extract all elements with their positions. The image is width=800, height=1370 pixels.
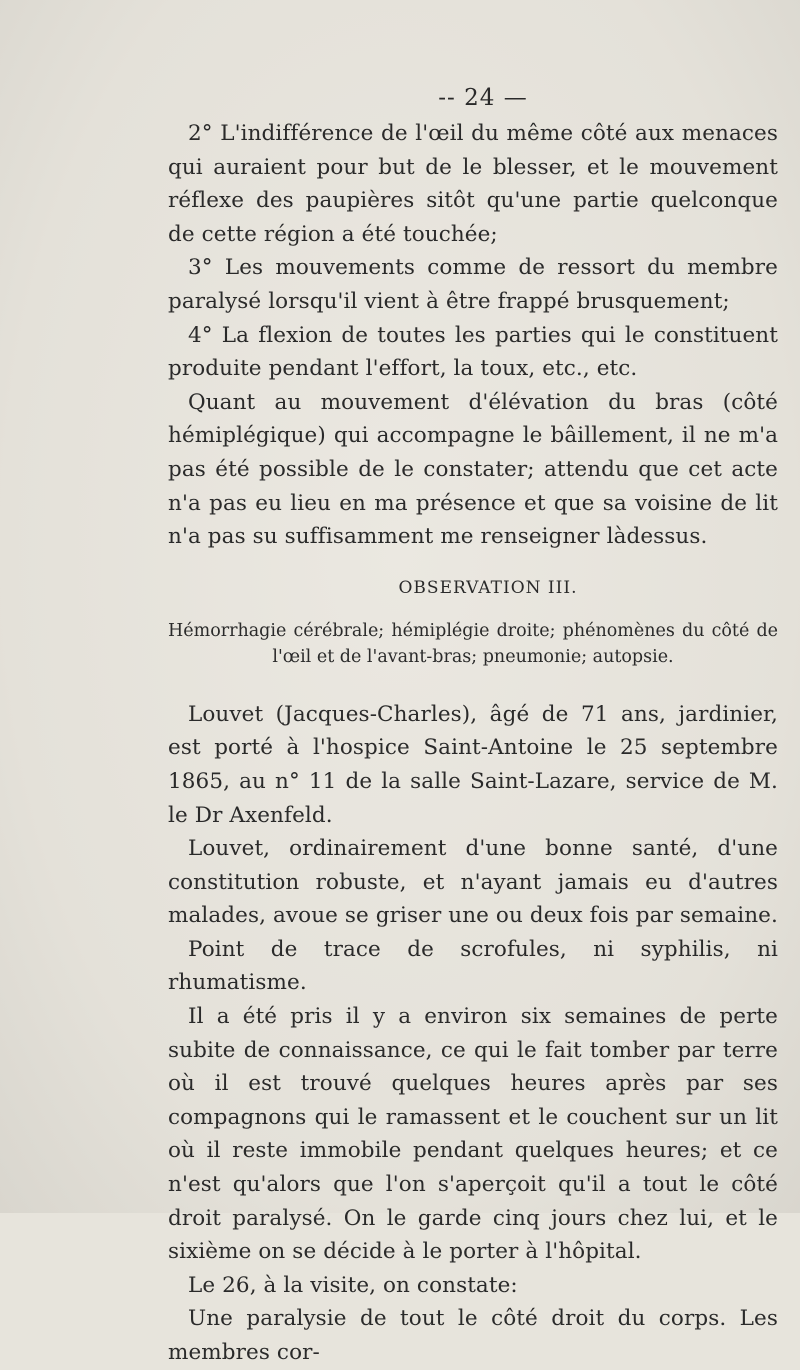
paragraph: Il a été pris il y a environ six semaines de perte subite de connaissance, ce qui le fait tomber par terre où il est trouvé quelques heures après par ses compagnons qui le ramassent et le couchent sur un lit où il reste immobile pendant quelques heures; et ce n'est qu'alors que l'on s'aperçoit qu'il a tout le côté droit paralysé. On le garde cinq jours chez lui, et le sixième on se décide à le porter à l'hôpital. — [168, 1004, 778, 1265]
paragraph: 3° Les mouvements comme de ressort du membre paralysé lorsqu'il vient à être frappé brusquement; — [168, 255, 778, 314]
paragraph: Louvet (Jacques-Charles), âgé de 71 ans, jardinier, est porté à l'hospice Saint-Antoine le 25 septembre 1865, au n° 11 de la salle Saint-Lazare, service de M. le Dr Axenfeld. — [168, 701, 778, 828]
observation-summary: Hémorrhagie cérébrale; hémiplégie droite; phénomènes du côté de l'œil et de l'avant-bras; pneumonie; autopsie. — [168, 620, 778, 667]
paragraph: Louvet, ordinairement d'une bonne santé, d'une constitution robuste, et n'ayant jamais eu d'autres malades, avoue se griser une ou deux fois par semaine. — [168, 836, 778, 929]
observation-heading: OBSERVATION III. — [398, 577, 578, 598]
page-number: -- 24 — — [438, 85, 528, 111]
paragraph: Point de trace de scrofules, ni syphilis, ni rhumatisme. — [168, 936, 778, 996]
paragraph: Quant au mouvement d'élévation du bras (côté hémiplégique) qui accompagne le bâillement, il ne m'a pas été possible de le constater; attendu que cet acte n'a pas eu lieu en ma présence et que sa voisine de lit n'a pas su suffisamment me renseigner làdessus. — [168, 389, 778, 550]
paragraph: 4° La flexion de toutes les parties qui le constituent produite pendant l'effort, la toux, etc., etc. — [168, 322, 778, 382]
paragraph: Une paralysie de tout le côté droit du corps. Les membres cor- — [168, 1306, 778, 1365]
paragraph: Le 26, à la visite, on constate: — [188, 1272, 518, 1298]
paragraph: 2° L'indifférence de l'œil du même côté aux menaces qui auraient pour but de le blesser, et le mouvement réflexe des paupières sitôt qu'une partie quelconque de cette région a été touchée; — [168, 121, 778, 247]
text-block — [168, 85, 778, 1370]
